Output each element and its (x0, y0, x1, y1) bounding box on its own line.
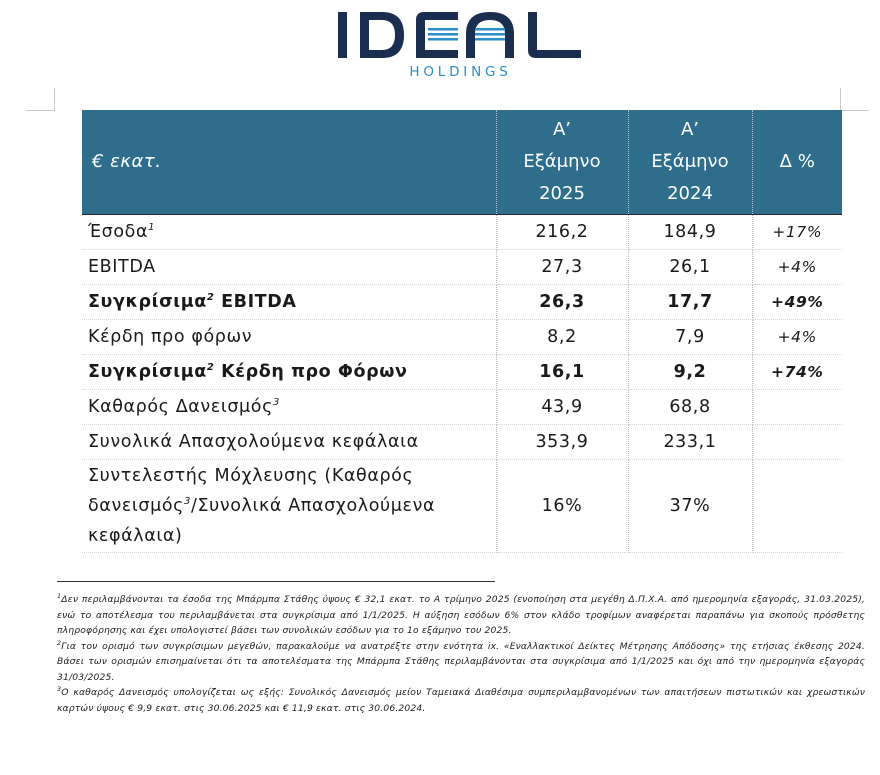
value-2024: 7,9 (628, 320, 752, 355)
table-row (82, 320, 842, 355)
value-2025: 353,9 (496, 425, 628, 460)
footnote-3: $^3$Ο καθαρός Δανεισμός υπολογίζεται ως εξής: Συνολικός Δανεισμός μείον Ταμειακά Διαθέσιμα συμπεριλαμβανομένων των απαιτήσεων πιστωτικών και χρεωστικών καρτών ύψους € 9,9 εκατ. στις 30.06.2025 και € 11,9 εκατ. στις 30.06.2024. (57, 684, 865, 714)
table-row (82, 355, 842, 390)
table-row (82, 390, 842, 425)
value-delta: +17% (752, 215, 842, 250)
value-delta (752, 390, 842, 425)
header-h1-2024: Α’ Εξάμηνο 2024 (628, 110, 752, 215)
row-label: Συνολικά Απασχολούμενα κεφάλαια (82, 425, 496, 460)
row-label: Συγκρίσιμα$^2$ EBITDA (82, 285, 496, 320)
financial-results-table (82, 110, 842, 553)
header-currency-label: € εκατ. (82, 110, 496, 215)
table-row (82, 460, 842, 553)
row-label: Συγκρίσιμα$^2$ Κέρδη προ Φόρων (82, 355, 496, 390)
row-label: Κέρδη προ φόρων (82, 320, 496, 355)
value-delta: +4% (752, 320, 842, 355)
value-2024: 9,2 (628, 355, 752, 390)
value-2025: 26,3 (496, 285, 628, 320)
row-label: Συντελεστής Μόχλευσης (Καθαρός δανεισμός$^3$/Συνολικά Απασχολούμενα κεφάλαια) (82, 460, 496, 553)
value-delta: +49% (752, 285, 842, 320)
value-2025: 216,2 (496, 215, 628, 250)
value-2024: 17,7 (628, 285, 752, 320)
footnote-1: $^1$Δεν περιλαμβάνονται τα έσοδα της Μπάρμπα Στάθης ύψους € 32,1 εκατ. το Α τρίμηνο 2025 (ενοποίηση στα μεγέθη Δ.Π.Χ.Α. από ημερομηνία εξαγοράς, 31.03.2025), ενώ το αποτέλεσμα του περιλαμβάνεται στα συγκρίσιμα από 1/1/2025. Η αύξηση εσόδων 6% στον κλάδο τροφίμων αναφέρεται παραπάνω για σκοπούς πρόσθετης πληροφόρησης και έχει υπολογιστεί βάσει των συνολικών εσόδων για το 1ο εξάμηνο του 2025. (57, 591, 865, 636)
header-delta: Δ % (752, 110, 842, 215)
value-2024: 26,1 (628, 250, 752, 285)
table-row (82, 425, 842, 460)
value-2024: 233,1 (628, 425, 752, 460)
footnote-separator (57, 581, 495, 582)
table-row (82, 285, 842, 320)
value-2025: 8,2 (496, 320, 628, 355)
value-2025: 27,3 (496, 250, 628, 285)
value-2025: 16,1 (496, 355, 628, 390)
holdings-subtitle: HOLDINGS (409, 64, 512, 80)
value-delta: +4% (752, 250, 842, 285)
header-h1-2025: Α’ Εξάμηνο 2025 (496, 110, 628, 215)
ideal-logo-mark (338, 6, 583, 66)
table-row (82, 250, 842, 285)
value-2024: 37% (628, 460, 752, 553)
crop-mark-right (840, 88, 869, 111)
value-2024: 68,8 (628, 390, 752, 425)
row-label: EBITDA (82, 250, 496, 285)
footnotes (57, 592, 865, 716)
table-row (82, 215, 842, 250)
row-label: Καθαρός Δανεισμός$^3$ (82, 390, 496, 425)
value-2024: 184,9 (628, 215, 752, 250)
crop-mark-left (26, 88, 55, 111)
table-header-row (82, 110, 842, 215)
footnote-2: $^2$Για τον ορισμό των συγκρίσιμων μεγεθών, παρακαλούμε να ανατρέξτε στην ενότητα ix. «Εναλλακτικοί Δείκτες Μέτρησης Απόδοσης» της ετήσιας έκθεσης 2024. Βάσει των ορισμών επισημαίνεται ότι τα αποτελέσματα της Μπάρμπα Στάθης περιλαμβάνονται στα συγκρίσιμα από 1/1/2025 και όχι από την ημερομηνία εξαγοράς 31/03/2025. (57, 638, 865, 683)
value-delta (752, 425, 842, 460)
value-delta (752, 460, 842, 553)
value-2025: 43,9 (496, 390, 628, 425)
value-2025: 16% (496, 460, 628, 553)
row-label: Έσοδα$^1$ (82, 215, 496, 250)
value-delta: +74% (752, 355, 842, 390)
